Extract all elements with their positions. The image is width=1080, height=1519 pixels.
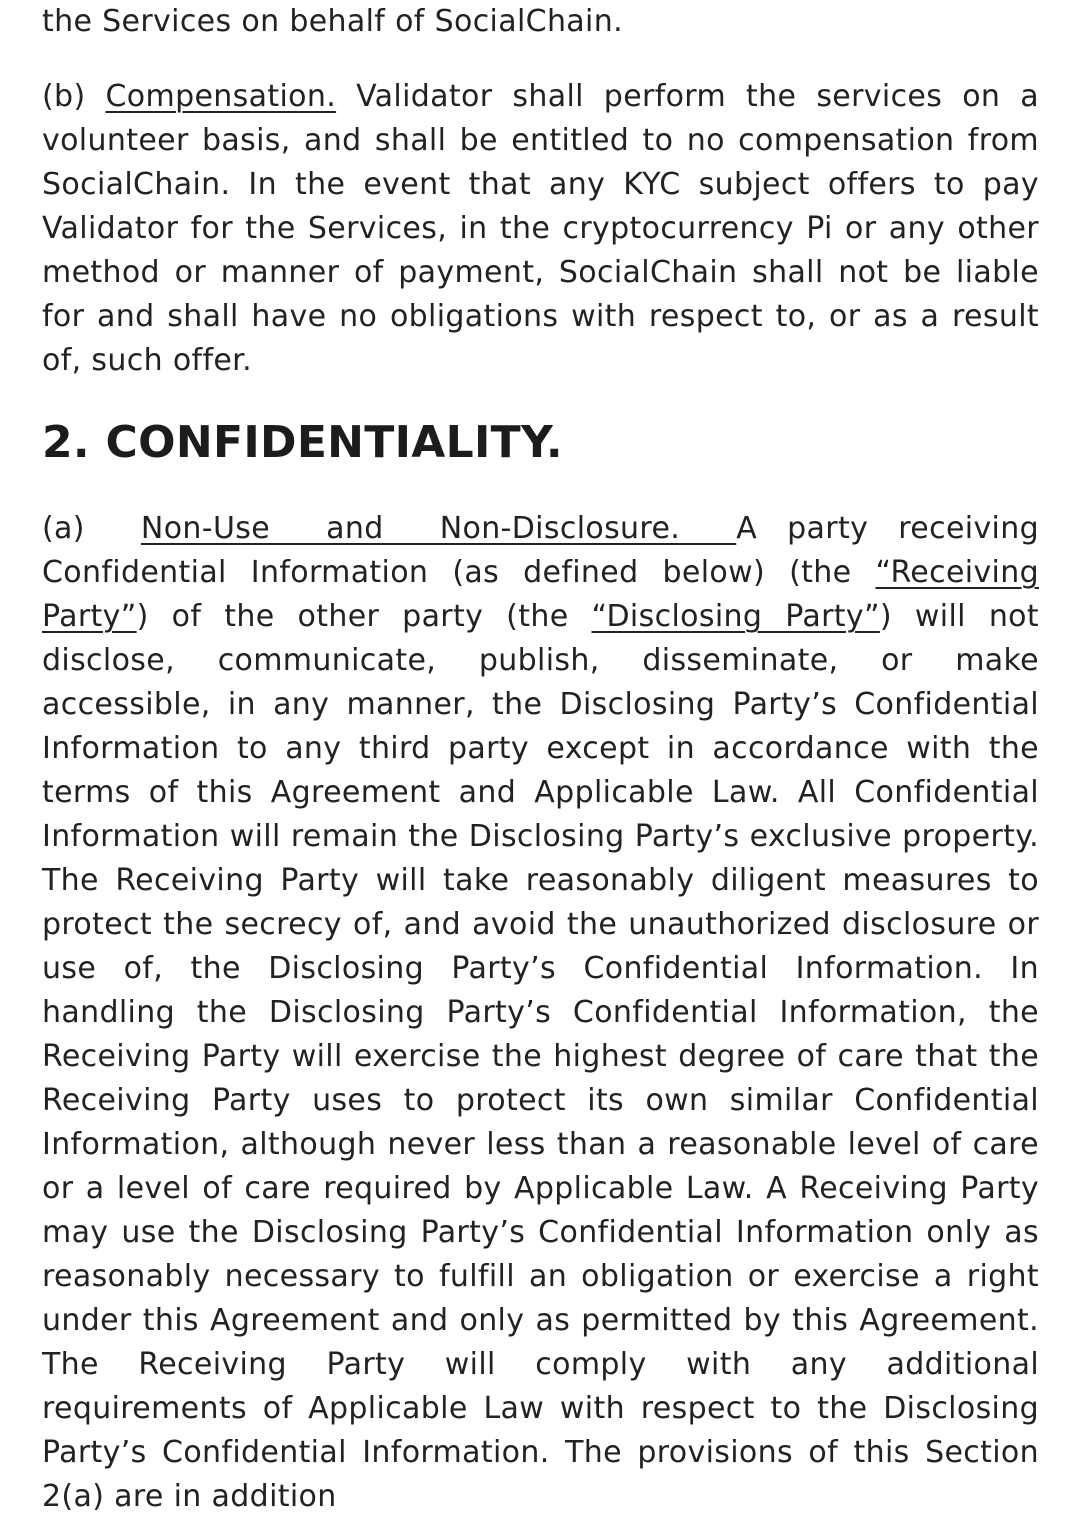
paragraph-marker: (b): [42, 79, 106, 114]
paragraph-marker: (a): [42, 511, 141, 546]
compensation-title: Compensation.: [105, 79, 337, 114]
continuation-text: the Services on behalf of SocialChain.: [42, 4, 623, 39]
document-page: [42, 0, 1039, 1519]
defined-term-receiving-party: “Receiving Party”: [42, 555, 1039, 634]
defined-term-disclosing-party: “Disclosing Party”: [591, 599, 880, 634]
non-use-text-part-2: ) of the other party (the: [136, 599, 592, 634]
paragraph-compensation: [42, 75, 1039, 383]
section-heading: 2. CONFIDENTIALITY.: [42, 417, 563, 468]
paragraph-non-use: [42, 507, 1039, 1519]
non-use-title: Non-Use and Non-Disclosure.: [140, 511, 737, 546]
non-use-text-part-1: A party receiving Confidential Information (as defined below) (the: [42, 511, 1039, 590]
continuation-line: [42, 0, 1039, 44]
compensation-text: Validator shall perform the services on a volunteer basis, and shall be entitled to no compensation from SocialChain. In the event that any KYC subject offers to pay Validator for the Services, in the cryptocurrency Pi or any other method or manner of payment, SocialChain shall not be liable for and shall have no obligations with respect to, or as a result of, such offer.: [42, 79, 1039, 378]
non-use-text-part-3: ) will not disclose, communicate, publish, disseminate, or make accessible, in any manner, the Disclosing Party’s Confidential Information to any third party except in accordance with the terms of this Agreement and Applicable Law. All Confidential Information will remain the Disclosing Party’s exclusive property. The Receiving Party will take reasonably diligent measures to protect the secrecy of, and avoid the unauthorized disclosure or use of, the Disclosing Party’s Confidential Information. In handling the Disclosing Party’s Confidential Information, the Receiving Party will exercise the highest degree of care that the Receiving Party uses to protect its own similar Confidential Information, although never less than a reasonable level of care or a level of care required by Applicable Law. A Receiving Party may use the Disclosing Party’s Confidential Information only as reasonably necessary to fulfill an obligation or exercise a right under this Agreement and only as permitted by this Agreement. The Receiving Party will comply with any additional requirements of Applicable Law with respect to the Disclosing Party’s Confidential Information. The provisions of this Section 2(a) are in addition: [42, 599, 1039, 1514]
